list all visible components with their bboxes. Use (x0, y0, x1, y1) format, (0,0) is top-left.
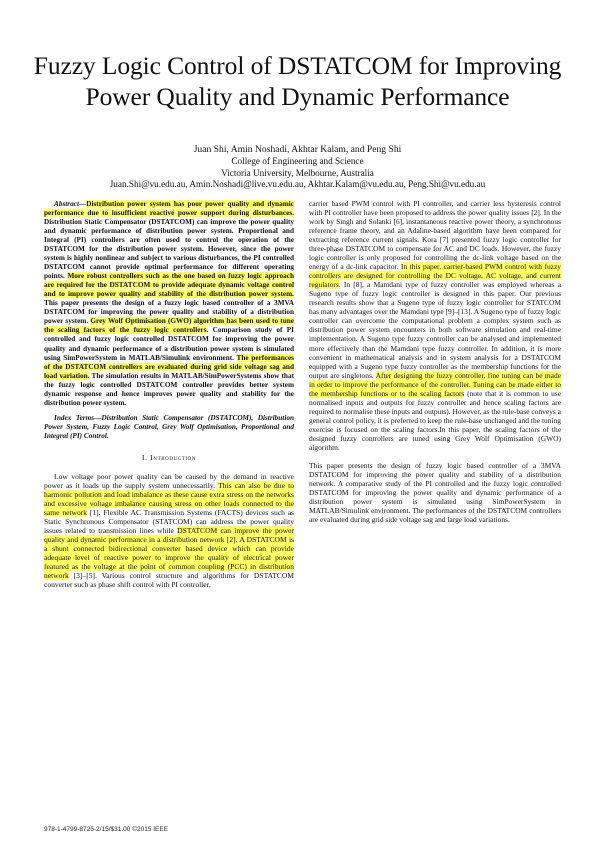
right-text-3: (note that it is common to use normalised inputs and outputs for fuzzy controller and hence scaling factors are required to normalise these inputs and outputs). However, as the rule-base conveys a general control policy, it is preferred to keep the rule-base unchanged and the tuning exercise is focused on the scaling factors.In this paper, the scaling factors of the designed fuzzy controllers are tuned using Grey Wolf Optimisation (GWO) algorithm. (309, 388, 561, 452)
title-line-2: Power Quality and Dynamic Performance (85, 82, 510, 111)
intro-highlight-1: This can also be due to harmonic pollution and load imbalance as these cause extra stress on the networks and excessive voltage imbalance causing stress on other loads connected to the same network (44, 480, 294, 517)
abstract-text-1: Distribution Static Compensator (DSTATCOM) can improve the power quality and dynamic performance of distribution power system. Proportional and Integral (PI) controllers are often used to control the operation of the DSTATCOM for the distribution power system. However, since the power system is highly nonlinear and subject to various disturbances, the PI controlled DSTATCOM cannot provide optimal performance for different operating points. (44, 218, 294, 281)
abstract-highlight-2: More robust controllers such as the one based on fuzzy logic approach are required for the DSTATCOM to provide adequate dynamic voltage control and to improve power quality and stability of the distribution power system. (44, 272, 294, 299)
abstract-dash: — (78, 200, 87, 208)
left-column (44, 200, 294, 589)
intro-text-1: Low voltage poor power quality can be caused by the demand in reactive power as it loads up the supply system unnecessarily. (44, 471, 294, 490)
intro-text-3: [3]–[5]. Various control structure and algorithms for DSTATCOM converter such as phase shift control with PI controller, (44, 571, 294, 590)
right-column (309, 199, 561, 524)
section-heading-introduction: I. Introduction (141, 452, 197, 462)
abstract-text-2: This paper presents the design of a fuzzy logic based controller of a 3MVA DSTATCOM for improving the power quality and stability of a distribution power system. (44, 299, 294, 326)
abstract-text-3: Comparison study of PI controlled and fuzzy logic controlled DSTATCOM for improving the power quality and dynamic performance of a distribution power system is simulated using SimPowerSystem in MATLAB/Simulink environment. (44, 326, 294, 362)
title-line-1: Fuzzy Logic Control of DSTATCOM for Improving (33, 51, 562, 80)
author-block (30, 144, 565, 191)
intro-highlight-2: DSTATCOM can improve the power quality and dynamic performance in a distribution network [2]. A DSTATCOM is a shunt connected bidirectional converter based device which can provide adequate level of reactive power to improve the quality of electrical power featured as the voltage at the point of common coupling (PCC) in distribution network (44, 526, 294, 581)
affiliation-university: Victoria University, Melbourne, Australia (221, 167, 374, 178)
paper-title (30, 50, 565, 112)
abstract-highlight-1: Distribution power system has poor power quality and dynamic performance due to insufficient reactive power support during disturbances. (44, 200, 294, 218)
copyright-footer: 978-1-4799-8725-2/15/$31.00 ©2015 IEEE (44, 826, 169, 833)
affiliation-college: College of Engineering and Science (231, 156, 364, 167)
right-paragraph-2: This paper presents the design of fuzzy logic based controller of a 3MVA DSTATCOM for improving the power quality and stability of a distribution network. A comparative study of the PI controlled and the fuzzy logic controlled DSTATCOM for improving the power quality and dynamic performance of a distribution power system is simulated using SimPowerSystem in MATLAB/Simulink environment. The performances of the DSTATCOM controllers are evaluated during grid side voltage sag and large load variations. (309, 460, 561, 525)
intro-paragraph (44, 472, 294, 589)
author-emails: Juan.Shi@vu.edu.au, Amin.Noshadi@live.vu.edu.au, Akhtar.Kalam@vu.edu.au, Peng.Shi@vu.edu.au (109, 179, 486, 190)
abstract (44, 200, 294, 408)
intro-text-2: [1]. Flexible AC Transmission Systems (FACTS) devices such as Static Synchronous Compensator (STATCOM) can address the power quality issues related to transmission lines while (44, 507, 295, 536)
abstract-highlight-3: Grey Wolf Optimisation (GWO) algorithm has been used to tune the scaling factors of the fuzzy logic controllers. (44, 317, 294, 335)
index-terms: Index Terms—Distribution Static Compensator (DSTATCOM), Distribution Power System, Fuzzy Logic Control, Grey Wolf Optimisation, Proportional and Integral (PI) Control. (44, 413, 294, 440)
right-highlight-1: In this paper, carrier-based PWM control with fuzzy controllers are designed for controlling the DC voltage, AC voltage, and current regulators (309, 262, 561, 290)
right-text-2: . In [8], a Mamdani type of fuzzy controller was employed whereas a Sugeno type of fuzzy logic controller is designed in this paper. Our previous research results show that a Sugeno type of fuzzy logic controller for STATCOM has many advantages over the Mamdani type [9]–[13]. A Sugeno type of fuzzy logic controller can overcome the computational problem a complex system such as distribution power system encounters in both software simulation and real-time implementation. A Sugeno type fuzzy controller can be analysed and implemented more effectively than the Mamdani type fuzzy controller. In addition, it is more convenient in mathematical analysis and in system analysis for a DSTATCOM equipped with a Sugeno type fuzzy controller as the membership functions for the output are singletons. (309, 280, 561, 380)
right-text-1: carrier based PWM control with PI controller, and carrier less hysteresis control with PI controller have been proposed to address the power quality issues [2]. In the work by Singh and Solanki [6], instantaneous reactive power theory, a synchronous reference frame theory, and an Adaline-based algorithm have been compared for extracting reference current signals. Kora [7] presented fuzzy logic controller for three-phase DSTATCOM to compensate for AC and DC loads. However, the fuzzy logic controller is only proposed for controlling the dc-link voltage based on the energy of a dc-link capacitor. (309, 199, 561, 272)
abstract-lead: Abstract (54, 200, 79, 208)
author-names: Juan Shi, Amin Noshadi, Akhtar Kalam, and Peng Shi (193, 144, 402, 155)
abstract-text-4: The simulation results in MATLAB/SimPowerSystems show that the fuzzy logic controlled DSTATCOM controller provides better system dynamic response and hence improves power quality and stability for the distribution power system. (44, 371, 294, 407)
abstract-highlight-4: The performances of the DSTATCOM controllers are evaluated during grid side voltage sag and load variation. (44, 353, 295, 380)
right-highlight-2: After designing the fuzzy controller, fine tuning can be made in order to improve the performance of the controller. Tuning can be made either to the membership functions or to the scaling factors (309, 370, 561, 398)
right-paragraph-1 (309, 199, 561, 452)
